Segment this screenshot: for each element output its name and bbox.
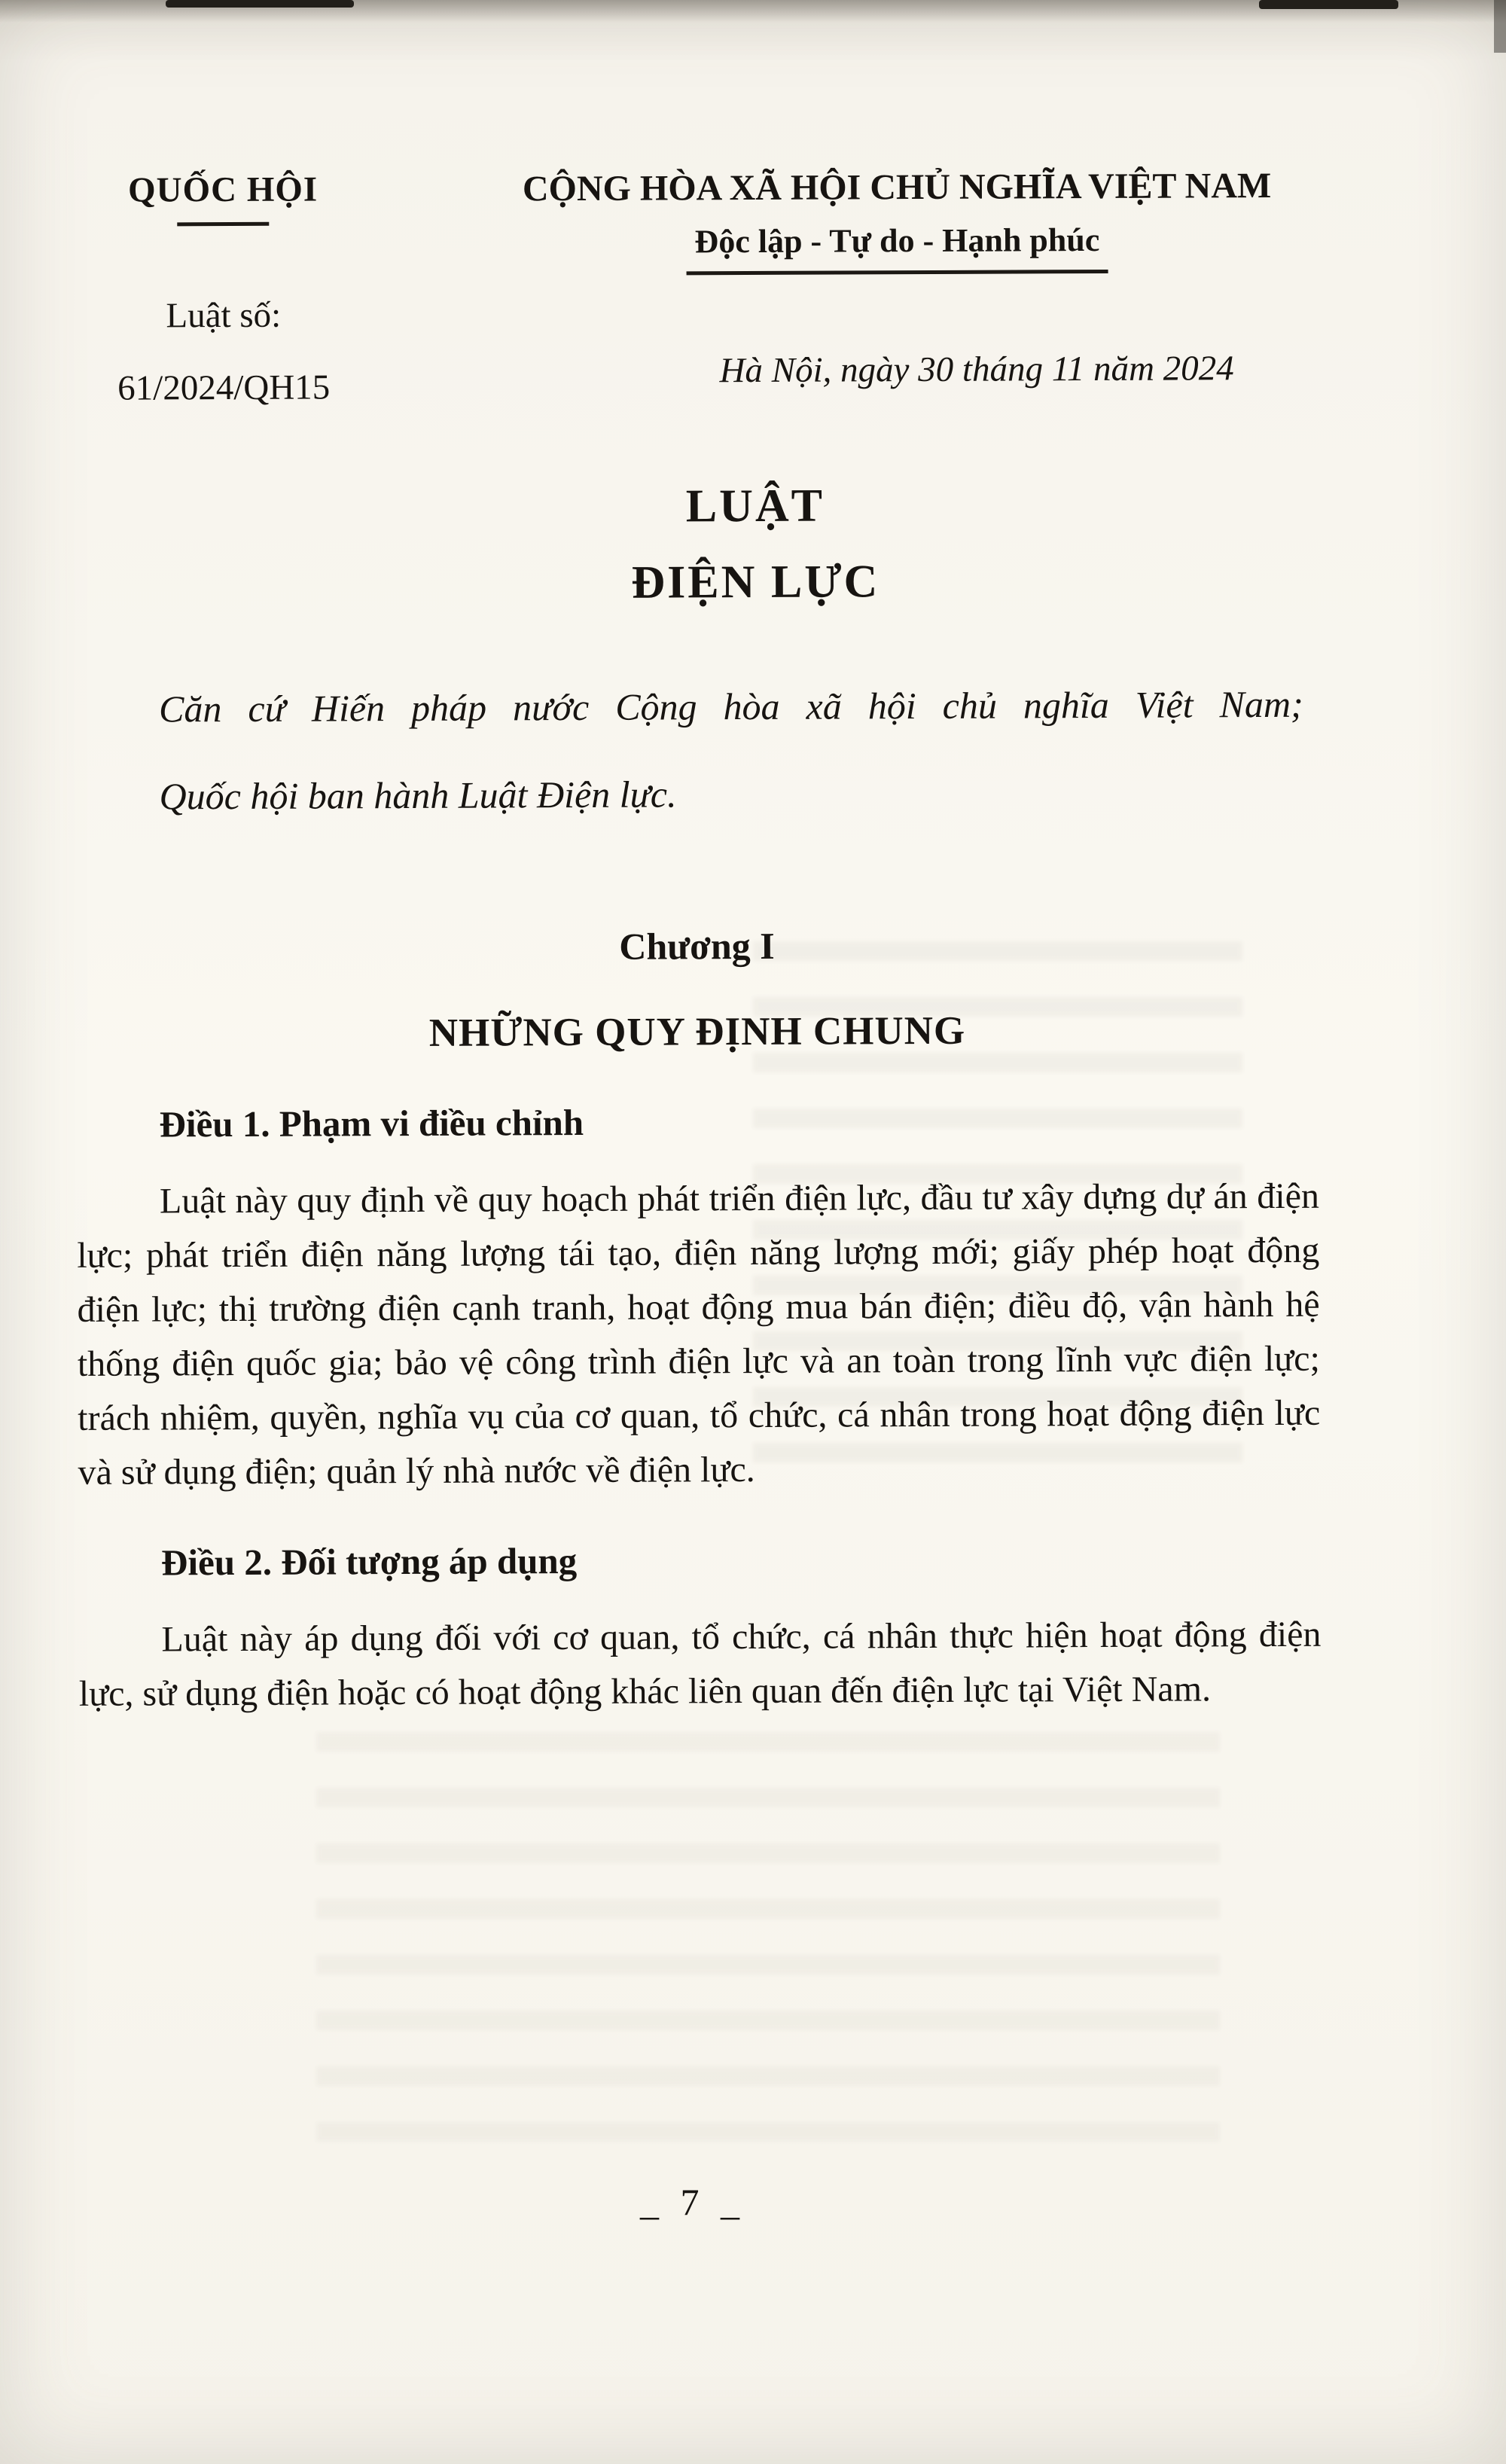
dateline: Hà Nội, ngày 30 tháng 11 năm 2024: [719, 349, 1234, 391]
preamble: [75, 673, 1318, 828]
law-number-label: Luật số:: [166, 295, 282, 336]
article-2-body: Luật này áp dụng đối với cơ quan, tổ chức, cá nhân thực hiện hoạt động điện lực, sử dụng điện hoặc có hoạt động khác liên quan đến điện lực tại Việt Nam.: [78, 1614, 1322, 1714]
divider-rule: [687, 270, 1108, 275]
bleed-through-artifact: [316, 1732, 1220, 2154]
chapter-heading: [75, 916, 1319, 1062]
issuing-authority: QUỐC HỘI: [127, 169, 319, 210]
document-header: [0, 0, 1506, 409]
preamble-paragraph: Căn cứ Hiến pháp nước Cộng hòa xã hội chủ nghĩa Việt Nam;: [158, 682, 1303, 730]
chapter-number: Chương I: [619, 924, 775, 968]
national-header-block: [400, 164, 1395, 407]
law-title-line2: ĐIỆN LỰC: [631, 556, 880, 608]
article-1-heading: Điều 1. Phạm vi điều chỉnh: [159, 1101, 584, 1145]
document-body: [75, 673, 1322, 1721]
page-number: _ 7 _: [640, 2181, 745, 2223]
national-motto: Độc lập - Tự do - Hạnh phúc: [694, 221, 1100, 261]
divider-rule: [177, 222, 269, 227]
issuing-authority-block: [53, 169, 393, 409]
law-title: [2, 477, 1506, 613]
country-name: CỘNG HÒA XÃ HỘI CHỦ NGHĨA VIỆT NAM: [522, 165, 1272, 209]
article-1: [76, 1093, 1320, 1500]
article-2: [78, 1531, 1322, 1721]
law-number-value: 61/2024/QH15: [117, 367, 331, 408]
law-title-line1: LUẬT: [685, 480, 825, 532]
preamble-paragraph: Quốc hội ban hành Luật Điện lực.: [159, 773, 677, 818]
chapter-title: NHỮNG QUY ĐỊNH CHUNG: [428, 1008, 966, 1055]
law-number-block: [54, 294, 394, 409]
article-2-heading: Điều 2. Đối tượng áp dụng: [160, 1540, 578, 1584]
article-1-body: Luật này quy định về quy hoạch phát triển điện lực, đầu tư xây dựng dự án điện lực; phát triển điện năng lượng tái tạo, điện năng lượng mới; giấy phép hoạt động điện lực; thị trường điện cạnh tranh, hoạt động mua bán điện; điều độ, vận hành hệ thống điện quốc gia; bảo vệ công trình điện lực và an toàn trong lĩnh vực điện lực; trách nhiệm, quyền, nghĩa vụ của cơ quan, tổ chức, cá nhân trong hoạt động điện lực và sử dụng điện; quản lý nhà nước về điện lực.: [77, 1176, 1321, 1493]
